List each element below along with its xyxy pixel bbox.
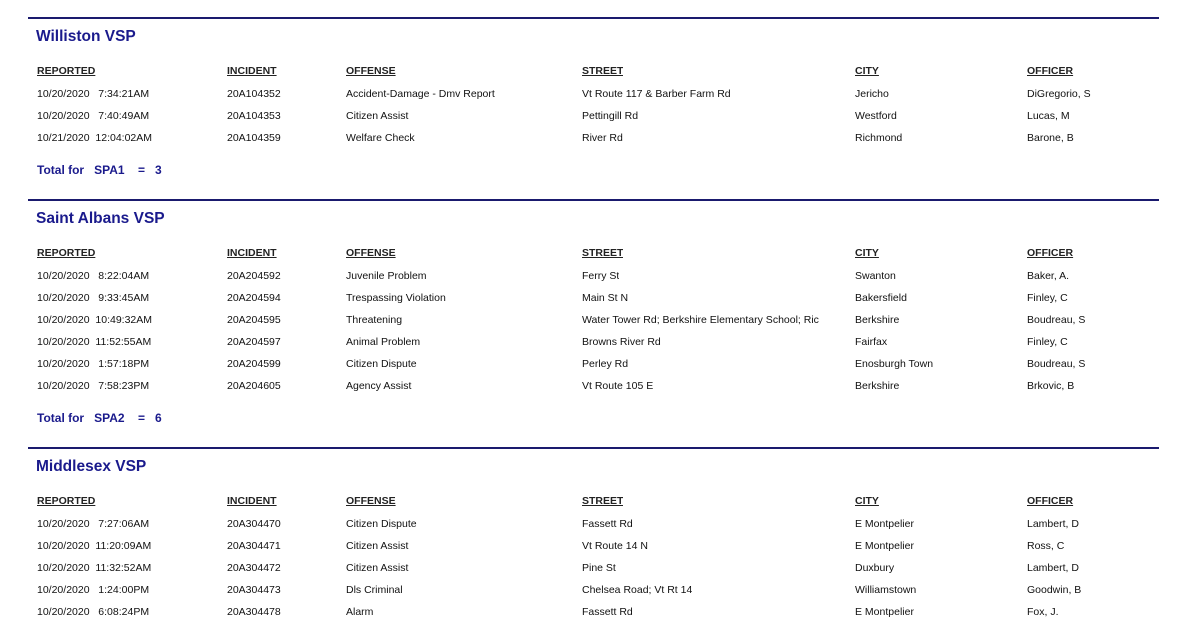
table-row	[28, 88, 1159, 102]
cell-street: Main St N	[582, 292, 629, 304]
cell-city: Berkshire	[855, 314, 900, 326]
table-row	[28, 518, 1159, 532]
cell-incident: 20A204592	[227, 270, 281, 282]
cell-incident: 20A204595	[227, 314, 281, 326]
total-code: SPA2	[94, 411, 125, 425]
cell-street: Perley Rd	[582, 358, 629, 370]
cell-incident: 20A204605	[227, 380, 281, 392]
cell-offense: Citizen Dispute	[346, 358, 417, 370]
table-row	[28, 270, 1159, 284]
cell-offense: Juvenile Problem	[346, 270, 427, 282]
cell-officer: Finley, C	[1027, 336, 1068, 348]
cell-city: Williamstown	[855, 584, 917, 596]
cell-reported: 10/20/2020 10:49:32AM	[37, 314, 153, 326]
cell-city: Fairfax	[855, 336, 888, 348]
header-street: STREET	[582, 65, 624, 77]
table-row	[28, 292, 1159, 306]
cell-officer: Boudreau, S	[1027, 314, 1086, 326]
total-value: 6	[154, 411, 162, 425]
total-equals: =	[137, 163, 145, 177]
header-street: STREET	[582, 495, 624, 507]
cell-street: Fassett Rd	[582, 606, 633, 618]
table-row	[28, 540, 1159, 554]
table-row	[28, 584, 1159, 598]
section-middlesex	[28, 447, 1159, 630]
cell-offense: Threatening	[346, 314, 403, 326]
section-total	[37, 411, 162, 425]
header-officer: OFFICER	[1027, 247, 1074, 259]
cell-offense: Accident-Damage - Dmv Report	[346, 88, 495, 100]
column-headers	[28, 495, 1159, 509]
cell-incident: 20A304472	[227, 562, 281, 574]
cell-officer: Boudreau, S	[1027, 358, 1086, 370]
cell-city: Richmond	[855, 132, 903, 144]
cell-street: Vt Route 105 E	[582, 380, 654, 392]
cell-incident: 20A304471	[227, 540, 281, 552]
cell-incident: 20A204597	[227, 336, 281, 348]
section-williston	[28, 17, 1159, 192]
section-total	[37, 163, 162, 177]
cell-offense: Citizen Dispute	[346, 518, 417, 530]
header-offense: OFFENSE	[346, 65, 396, 77]
cell-reported: 10/20/2020 9:33:45AM	[37, 292, 150, 304]
header-reported: REPORTED	[37, 247, 96, 259]
cell-reported: 10/20/2020 7:40:49AM	[37, 110, 150, 122]
cell-street: Ferry St	[582, 270, 620, 282]
cell-street: Pettingill Rd	[582, 110, 639, 122]
cell-street: Browns River Rd	[582, 336, 661, 348]
cell-reported: 10/20/2020 7:27:06AM	[37, 518, 150, 530]
cell-officer: Fox, J.	[1027, 606, 1059, 618]
cell-street: River Rd	[582, 132, 623, 144]
cell-incident: 20A204599	[227, 358, 281, 370]
cell-incident: 20A204594	[227, 292, 281, 304]
cell-officer: Finley, C	[1027, 292, 1068, 304]
section-divider	[28, 447, 1159, 449]
column-headers	[28, 247, 1159, 261]
cell-street: Pine St	[582, 562, 616, 574]
cell-officer: Barone, B	[1027, 132, 1074, 144]
cell-incident: 20A104353	[227, 110, 281, 122]
cell-reported: 10/21/2020 12:04:02AM	[37, 132, 153, 144]
header-incident: INCIDENT	[227, 65, 277, 77]
total-code: SPA1	[94, 163, 125, 177]
cell-street: Chelsea Road; Vt Rt 14	[582, 584, 693, 596]
section-saint-albans	[28, 199, 1159, 439]
header-city: CITY	[855, 247, 879, 259]
cell-incident: 20A304473	[227, 584, 281, 596]
header-officer: OFFICER	[1027, 495, 1074, 507]
table-row	[28, 358, 1159, 372]
cell-city: Berkshire	[855, 380, 900, 392]
cell-incident: 20A104352	[227, 88, 281, 100]
cell-reported: 10/20/2020 11:20:09AM	[37, 540, 152, 552]
header-reported: REPORTED	[37, 495, 96, 507]
cell-reported: 10/20/2020 7:34:21AM	[37, 88, 150, 100]
header-offense: OFFENSE	[346, 495, 396, 507]
cell-city: E Montpelier	[855, 540, 914, 552]
cell-offense: Citizen Assist	[346, 562, 409, 574]
cell-incident: 20A104359	[227, 132, 281, 144]
cell-offense: Animal Problem	[346, 336, 421, 348]
cell-street: Fassett Rd	[582, 518, 633, 530]
cell-officer: DiGregorio, S	[1027, 88, 1091, 100]
cell-street: Vt Route 117 & Barber Farm Rd	[582, 88, 731, 100]
header-reported: REPORTED	[37, 65, 96, 77]
header-offense: OFFENSE	[346, 247, 396, 259]
section-title: Saint Albans VSP	[36, 210, 165, 227]
cell-officer: Lambert, D	[1027, 562, 1079, 574]
cell-offense: Citizen Assist	[346, 540, 409, 552]
total-label: Total for	[37, 163, 85, 177]
section-divider	[28, 17, 1159, 19]
cell-reported: 10/20/2020 11:32:52AM	[37, 562, 152, 574]
cell-officer: Brkovic, B	[1027, 380, 1075, 392]
total-value: 3	[154, 163, 162, 177]
cell-reported: 10/20/2020 8:22:04AM	[37, 270, 150, 282]
column-headers	[28, 65, 1159, 79]
cell-officer: Ross, C	[1027, 540, 1065, 552]
header-incident: INCIDENT	[227, 495, 277, 507]
header-city: CITY	[855, 65, 879, 77]
table-row	[28, 380, 1159, 394]
cell-city: E Montpelier	[855, 518, 914, 530]
section-divider	[28, 199, 1159, 201]
cell-officer: Lucas, M	[1027, 110, 1070, 122]
header-street: STREET	[582, 247, 624, 259]
table-row	[28, 314, 1159, 328]
cell-reported: 10/20/2020 1:24:00PM	[37, 584, 150, 596]
cell-offense: Welfare Check	[346, 132, 415, 144]
total-equals: =	[137, 411, 145, 425]
cell-reported: 10/20/2020 7:58:23PM	[37, 380, 150, 392]
header-incident: INCIDENT	[227, 247, 277, 259]
cell-city: Jericho	[855, 88, 889, 100]
cell-city: Enosburgh Town	[855, 358, 934, 370]
cell-offense: Citizen Assist	[346, 110, 409, 122]
cell-officer: Goodwin, B	[1027, 584, 1082, 596]
cell-city: Bakersfield	[855, 292, 907, 304]
table-row	[28, 562, 1159, 576]
cell-street: Vt Route 14 N	[582, 540, 648, 552]
cell-officer: Lambert, D	[1027, 518, 1079, 530]
section-title: Middlesex VSP	[36, 458, 147, 475]
cell-incident: 20A304478	[227, 606, 281, 618]
section-title: Williston VSP	[36, 28, 136, 45]
cell-offense: Alarm	[346, 606, 374, 618]
header-city: CITY	[855, 495, 879, 507]
cell-city: Swanton	[855, 270, 896, 282]
table-row	[28, 606, 1159, 620]
cell-reported: 10/20/2020 11:52:55AM	[37, 336, 152, 348]
cell-incident: 20A304470	[227, 518, 281, 530]
cell-city: E Montpelier	[855, 606, 914, 618]
cell-offense: Agency Assist	[346, 380, 412, 392]
cell-city: Westford	[855, 110, 897, 122]
cell-reported: 10/20/2020 6:08:24PM	[37, 606, 150, 618]
cell-officer: Baker, A.	[1027, 270, 1070, 282]
header-officer: OFFICER	[1027, 65, 1074, 77]
cell-city: Duxbury	[855, 562, 895, 574]
cell-reported: 10/20/2020 1:57:18PM	[37, 358, 150, 370]
cell-offense: Dls Criminal	[346, 584, 403, 596]
table-row	[28, 132, 1159, 146]
table-row	[28, 336, 1159, 350]
cell-street: Water Tower Rd; Berkshire Elementary School; Ric	[582, 314, 819, 326]
cell-offense: Trespassing Violation	[346, 292, 446, 304]
total-label: Total for	[37, 411, 85, 425]
table-row	[28, 110, 1159, 124]
